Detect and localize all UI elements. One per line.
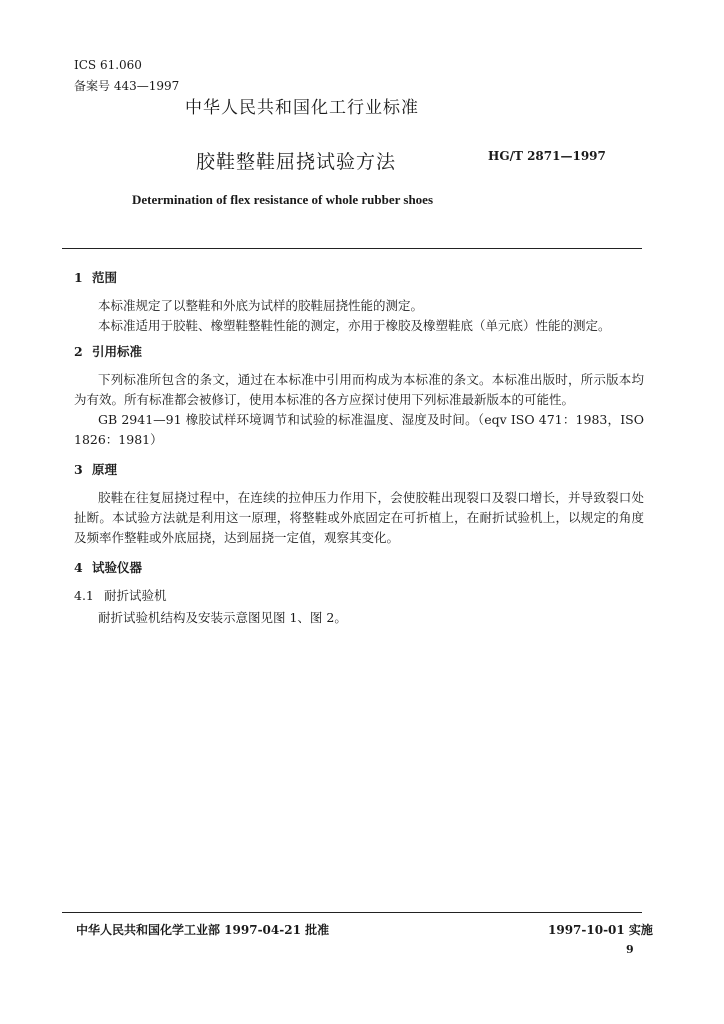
section-heading	[74, 268, 644, 288]
paragraph: 下列标准所包含的条文，通过在本标准中引用而构成为本标准的条文。本标准出版时，所示版本均为有效。所有标准都会被修订，使用本标准的各方应探讨使用下列标准最新版本的可能性。	[74, 372, 644, 407]
section-heading	[74, 558, 644, 578]
paragraph: GB 2941—91 橡胶试样环境调节和试验的标准温度、湿度及时间。（eqv ISO 471：1983，ISO 1826：1981）	[74, 412, 644, 447]
subsection-title: 耐折试验机	[104, 588, 167, 603]
section-title: 范围	[92, 270, 118, 285]
top-divider	[62, 248, 642, 249]
subsection-heading	[74, 586, 644, 606]
ics-code: ICS 61.060	[74, 58, 142, 72]
paragraph: 本标准适用于胶鞋、橡塑鞋整鞋性能的测定，亦用于橡胶及橡塑鞋底（单元底）性能的测定。	[98, 318, 611, 333]
standard-number: HG/T 2871—1997	[488, 149, 606, 163]
paragraph: 本标准规定了以整鞋和外底为试样的胶鞋屈挠性能的测定。	[98, 298, 424, 313]
section-title: 原理	[92, 462, 118, 477]
section-heading	[74, 342, 644, 362]
document-title: 胶鞋整鞋屈挠试验方法	[196, 151, 397, 173]
section-number: 2	[74, 344, 83, 359]
english-title: Determination of flex resistance of whole rubber shoes	[132, 192, 434, 207]
paragraph: 胶鞋在往复屈挠过程中，在连续的拉伸压力作用下，会使胶鞋出现裂口及裂口增长，并导致裂口处扯断。本试验方法就是利用这一原理，将整鞋或外底固定在可折植上，在耐折试验机上，以规定的角度及频率作整鞋或外底屈挠，达到屈挠一定值，观察其变化。	[74, 490, 644, 545]
section-heading	[74, 460, 644, 480]
section-title: 引用标准	[92, 344, 143, 359]
section-number: 3	[74, 462, 83, 477]
section-title: 试验仪器	[92, 560, 143, 575]
issuing-body: 中华人民共和国化工行业标准	[185, 98, 419, 118]
page-number: 9	[626, 943, 634, 956]
record-number: 备案号 443—1997	[74, 79, 180, 93]
paragraph: 耐折试验机结构及安装示意图见图 1、图 2。	[98, 610, 347, 625]
section-number: 4	[74, 560, 83, 575]
subsection-number: 4.1	[74, 588, 94, 603]
effective-date: 1997-10-01 实施	[548, 923, 653, 937]
section-number: 1	[74, 270, 83, 285]
approval-info: 中华人民共和国化学工业部 1997-04-21 批准	[76, 923, 330, 937]
bottom-divider	[62, 912, 642, 913]
document-body	[74, 268, 644, 628]
